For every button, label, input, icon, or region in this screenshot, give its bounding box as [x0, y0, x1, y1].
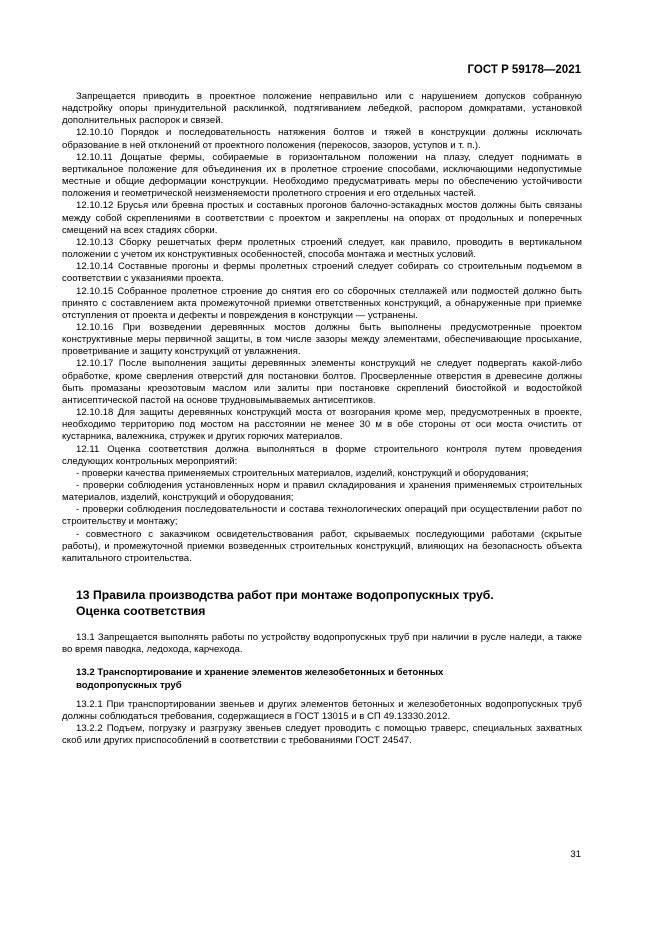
paragraph-12-11: 12.11 Оценка соответствия должна выполняться в форме строительного контроля путем проведения следующих контрольных мероприятий:	[62, 443, 582, 467]
paragraph-12-10-13: 12.10.13 Сборку решетчатых ферм пролетных строений следует, как правило, проводить в вертикальном положении с учетом их конструктивных особенностей, способа монтажа и местных условий.	[62, 236, 582, 261]
paragraph: Запрещается приводить в проектное положение неправильно или с нарушением допусков собранную надстройку опоры принудительной расклинкой, подтягиванием лебедкой, распором домкратами, установкой дополнительных распорок и связей.	[62, 91, 582, 127]
paragraph-12-10-17: 12.10.17 После выполнения защиты деревянных элементы конструкций не следует подвергать какой-либо обработке, кроме сверления отверстий для постановки болтов. Просверленные отверстия в древесине должны быть промазаны креозотовым маслом или залиты при постановке скреплений биостойкой и водостойкой антисептической пастой на основе трудновымываемых антисептиков.	[62, 358, 582, 406]
paragraph-12-10-14: 12.10.14 Составные прогоны и фермы пролетных строений следует собирать со строительным подъемом в соответствии с указаниями проекта.	[62, 261, 582, 285]
document-body	[62, 91, 582, 747]
list-item: - проверки соблюдения установленных норм и правил складирования и хранения применяемых строительных материалов, изделий, конструкций и оборудования;	[62, 480, 582, 504]
paragraph-12-10-11: 12.10.11 Дощатые фермы, собираемые в горизонтальном положении на плазу, следует поднимать в вертикальное положение для объединения их в пролетное строение способами, исключающими недопустимые местные и общие деформации конструкции. Необходимо предусматривать меры по обеспечению устойчивости положения и геометрической неизменяемости пролетного строения и его отдельных частей.	[62, 151, 582, 200]
section-13-title-line2: Оценка соответствия	[76, 604, 206, 619]
list-item: - проверки качества применяемых строительных материалов, изделий, конструкций и оборудования;	[76, 467, 529, 479]
paragraph-12-10-15: 12.10.15 Собранное пролетное строение до снятия его со сборочных стеллажей или подмостей должно быть принято с составлением акта промежуточной приемки ответственных конструкций, а обнаруженные при приемке отступления от проекта и дефекты и повреждения в конструкции — устранены.	[62, 285, 582, 321]
list-item: - совместного с заказчиком освидетельствования работ, скрываемых последующими работами (скрытые работы), и промежуточной приемки возведенных строительных конструкций, влияющих на безопасность объекта капитального строительства.	[62, 528, 582, 564]
list-item: - проверки соблюдения последовательности и состава технологических операций при осуществлении работ по строительству и монтажу;	[62, 504, 582, 528]
paragraph-13-2-2: 13.2.2 Подъем, погрузку и разгрузку звеньев следует проводить с помощью траверс, специальных захватных скоб или других приспособлений в соответствии с требованиями ГОСТ 24547.	[62, 723, 582, 747]
section-13-title-line1: 13 Правила производства работ при монтаже водопропускных труб.	[76, 588, 494, 603]
section-13-2-title-line1: 13.2 Транспортирование и хранение элементов железобетонных и бетонных	[76, 667, 444, 679]
document-id-header: ГОСТ Р 59178—2021	[467, 64, 581, 76]
paragraph-12-10-10: 12.10.10 Порядок и последовательность натяжения болтов и тяжей в конструкции должны исключать образование в ней отклонений от проектного положения (перекосов, зазоров, уступов и т. п.).	[62, 127, 582, 151]
section-13-2-heading	[76, 667, 582, 691]
paragraph-12-10-16: 12.10.16 При возведении деревянных мостов должны быть выполнены предусмотренные проектом конструктивные меры первичной защиты, в том числе зазоры между элементами, обеспечивающие просыхание, проветривание и защиту конструкций от увлажнения.	[62, 321, 582, 358]
section-13-heading	[76, 587, 582, 619]
paragraph-13-1: 13.1 Запрещается выполнять работы по устройству водопропускных труб при наличии в русле наледи, а также во время паводка, ледохода, карчехода.	[62, 632, 582, 656]
paragraph-13-2-1: 13.2.1 При транспортировании звеньев и других элементов бетонных и железобетонных водопропускных труб должны соблюдаться требования, содержащиеся в ГОСТ 13015 и в СП 49.13330.2012.	[62, 698, 582, 722]
paragraph-12-10-18: 12.10.18 Для защиты деревянных конструкций моста от возгорания кроме мер, предусмотренных в проекте, необходимо территорию под мостом на расстоянии не менее 30 м в обе стороны от оси моста очистить от кустарника, валежника, стружек и других горючих материалов.	[62, 407, 582, 443]
page-number: 31	[570, 849, 581, 860]
section-13-2-title-line2: водопропускных труб	[76, 679, 182, 691]
paragraph-12-10-12: 12.10.12 Брусья или бревна простых и составных прогонов балочно-эстакадных мостов должны быть связаны между собой скреплениями в соответствии с проектом и закреплены на опорах от продольных и поперечных смещений на всех стадиях сборки.	[62, 200, 582, 236]
